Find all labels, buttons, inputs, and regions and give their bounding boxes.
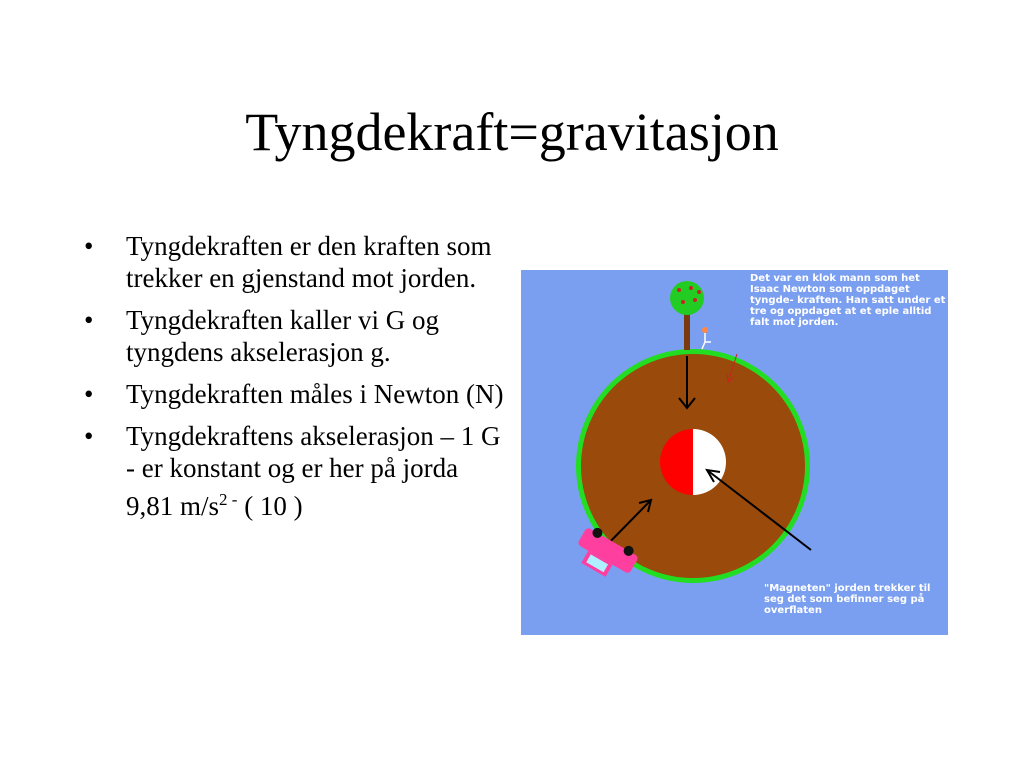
slide-title: Tyngdekraft=gravitasjon bbox=[245, 102, 779, 162]
bullet-text: Tyngdekraften kaller vi G og tyngdens akselerasjon g. bbox=[126, 305, 440, 367]
bullet-item bbox=[84, 378, 504, 410]
newton-head bbox=[702, 327, 708, 333]
bullet-text: Tyngdekraften er den kraften som trekker en gjenstand mot jorden. bbox=[126, 231, 492, 293]
gravity-illustration bbox=[521, 270, 948, 635]
apple bbox=[681, 300, 685, 304]
tree-leaves bbox=[670, 281, 704, 315]
bullet-text-tail: ( 10 ) bbox=[237, 491, 303, 521]
bullet-text: Tyngdekraften måles i Newton (N) bbox=[126, 379, 504, 409]
bullet-list bbox=[84, 230, 504, 532]
unit-superscript: 2 - bbox=[219, 490, 238, 509]
apple bbox=[677, 288, 681, 292]
bullet-text bbox=[126, 421, 501, 521]
apple bbox=[697, 290, 701, 294]
tree-trunk bbox=[684, 310, 690, 350]
apple bbox=[689, 286, 693, 290]
caption-newton: Det var en klok mann som het Isaac Newton som oppdaget tyngde- kraften. Han satt under et tre og oppdaget at et eple alltid falt mot jorden. bbox=[750, 273, 946, 328]
bullet-dot: • bbox=[84, 379, 94, 409]
bullet-dot: • bbox=[84, 421, 94, 451]
bullet-item bbox=[84, 420, 504, 522]
bullet-dot: • bbox=[84, 305, 94, 335]
bullet-item bbox=[84, 230, 504, 294]
bullet-text-main: Tyngdekraftens akselerasjon – 1 G - er konstant og er her på jorda 9,81 m/s bbox=[126, 421, 501, 521]
caption-magnet: "Magneten" jorden trekker til seg det som befinner seg på overflaten bbox=[764, 583, 931, 616]
apple bbox=[693, 298, 697, 302]
bullet-dot: • bbox=[84, 231, 94, 261]
bullet-item bbox=[84, 304, 504, 368]
newton-body bbox=[702, 333, 711, 349]
